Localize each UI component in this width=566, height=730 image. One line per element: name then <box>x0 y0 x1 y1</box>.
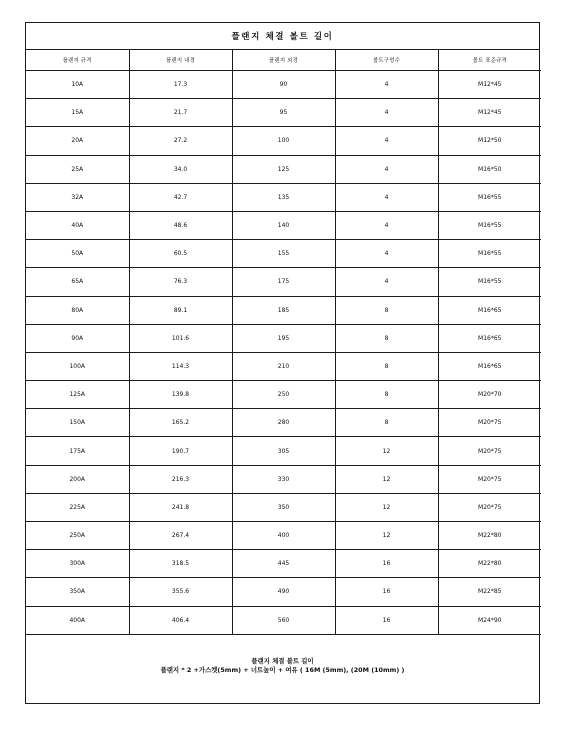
table-cell: 300A <box>26 550 129 578</box>
table-cell: 101.6 <box>129 324 232 352</box>
table-cell: 42.7 <box>129 183 232 211</box>
table-cell: 250 <box>232 381 335 409</box>
table-cell: 25A <box>26 155 129 183</box>
table-cell: 48.6 <box>129 211 232 239</box>
table-row <box>26 522 541 550</box>
table-row <box>26 240 541 268</box>
table-cell: M22*85 <box>438 578 541 606</box>
table-cell: 350A <box>26 578 129 606</box>
table-cell: 155 <box>232 240 335 268</box>
table-row <box>26 606 541 634</box>
table-cell: 4 <box>335 268 438 296</box>
table-cell: M16*55 <box>438 211 541 239</box>
table-cell: M16*55 <box>438 183 541 211</box>
table-cell: 12 <box>335 522 438 550</box>
table-cell: 17.3 <box>129 71 232 99</box>
table-cell: 32A <box>26 183 129 211</box>
column-header: 볼트구멍수 <box>335 50 438 71</box>
table-cell: 350 <box>232 493 335 521</box>
table-cell: 89.1 <box>129 296 232 324</box>
table-cell: 90 <box>232 71 335 99</box>
table-cell: M20*75 <box>438 437 541 465</box>
table-cell: 4 <box>335 71 438 99</box>
table-cell: 40A <box>26 211 129 239</box>
table-cell: 4 <box>335 240 438 268</box>
page-title: 플랜지 체결 볼트 길이 <box>26 23 539 50</box>
table-row <box>26 381 541 409</box>
table-cell: M16*65 <box>438 324 541 352</box>
table-row <box>26 211 541 239</box>
table-cell: 50A <box>26 240 129 268</box>
table-row <box>26 127 541 155</box>
table-cell: 90A <box>26 324 129 352</box>
table-cell: 305 <box>232 437 335 465</box>
table-cell: M16*55 <box>438 240 541 268</box>
table-row <box>26 352 541 380</box>
table-cell: M20*75 <box>438 465 541 493</box>
table-cell: 4 <box>335 155 438 183</box>
table-cell: M16*65 <box>438 352 541 380</box>
formula-note <box>26 635 539 698</box>
table-cell: 8 <box>335 409 438 437</box>
table-row <box>26 71 541 99</box>
table-cell: 330 <box>232 465 335 493</box>
table-cell: M16*65 <box>438 296 541 324</box>
formula-title: 플랜지 체결 볼트 길이 <box>251 657 314 666</box>
table-cell: 150A <box>26 409 129 437</box>
table-cell: 318.5 <box>129 550 232 578</box>
table-cell: 406.4 <box>129 606 232 634</box>
formula-text: 플랜지 * 2 +가스켓(5mm) + 너트높이 + 여유 ( 16M (5mm), (20M (10mm) ) <box>160 666 405 675</box>
table-cell: 76.3 <box>129 268 232 296</box>
column-header: 플랜지 규격 <box>26 50 129 71</box>
table-cell: 165.2 <box>129 409 232 437</box>
table-cell: 4 <box>335 211 438 239</box>
table-cell: 560 <box>232 606 335 634</box>
table-cell: 139.8 <box>129 381 232 409</box>
table-cell: 12 <box>335 437 438 465</box>
table-cell: 140 <box>232 211 335 239</box>
table-cell: M20*70 <box>438 381 541 409</box>
bolt-length-sheet <box>25 22 540 704</box>
table-row <box>26 296 541 324</box>
table-cell: M20*75 <box>438 409 541 437</box>
table-row <box>26 155 541 183</box>
table-row <box>26 437 541 465</box>
table-row <box>26 493 541 521</box>
table-row <box>26 578 541 606</box>
table-cell: M24*90 <box>438 606 541 634</box>
column-header: 플랜지 내경 <box>129 50 232 71</box>
table-row <box>26 409 541 437</box>
table-row <box>26 183 541 211</box>
table-cell: 21.7 <box>129 99 232 127</box>
table-cell: 12 <box>335 465 438 493</box>
table-cell: 8 <box>335 296 438 324</box>
table-cell: 175A <box>26 437 129 465</box>
table-cell: 125A <box>26 381 129 409</box>
table-cell: 4 <box>335 127 438 155</box>
table-cell: 280 <box>232 409 335 437</box>
table-cell: 20A <box>26 127 129 155</box>
table-cell: M12*50 <box>438 127 541 155</box>
table-cell: 185 <box>232 296 335 324</box>
table-cell: 8 <box>335 352 438 380</box>
table-cell: 95 <box>232 99 335 127</box>
table-cell: M16*55 <box>438 268 541 296</box>
table-cell: 225A <box>26 493 129 521</box>
table-cell: M16*50 <box>438 155 541 183</box>
table-cell: M20*75 <box>438 493 541 521</box>
table-row <box>26 324 541 352</box>
table-cell: 16 <box>335 606 438 634</box>
table-cell: 190.7 <box>129 437 232 465</box>
table-cell: 355.6 <box>129 578 232 606</box>
table-cell: 114.3 <box>129 352 232 380</box>
table-row <box>26 268 541 296</box>
table-cell: 250A <box>26 522 129 550</box>
table-cell: 400 <box>232 522 335 550</box>
table-cell: 100 <box>232 127 335 155</box>
table-cell: 100A <box>26 352 129 380</box>
table-cell: 445 <box>232 550 335 578</box>
table-cell: 200A <box>26 465 129 493</box>
table-cell: 400A <box>26 606 129 634</box>
table-cell: 16 <box>335 578 438 606</box>
table-row <box>26 465 541 493</box>
table-cell: 490 <box>232 578 335 606</box>
table-cell: 60.5 <box>129 240 232 268</box>
table-cell: M12*45 <box>438 99 541 127</box>
table-row <box>26 99 541 127</box>
bolt-spec-table <box>26 50 541 635</box>
table-cell: 195 <box>232 324 335 352</box>
table-cell: 135 <box>232 183 335 211</box>
table-cell: 34.0 <box>129 155 232 183</box>
table-cell: 4 <box>335 99 438 127</box>
table-cell: 175 <box>232 268 335 296</box>
table-cell: 16 <box>335 550 438 578</box>
table-cell: 80A <box>26 296 129 324</box>
table-cell: 10A <box>26 71 129 99</box>
column-header: 플랜지 외경 <box>232 50 335 71</box>
table-header-row <box>26 50 541 71</box>
table-cell: 12 <box>335 493 438 521</box>
table-cell: 65A <box>26 268 129 296</box>
table-cell: 241.8 <box>129 493 232 521</box>
table-cell: M12*45 <box>438 71 541 99</box>
table-cell: 4 <box>335 183 438 211</box>
table-cell: 267.4 <box>129 522 232 550</box>
table-cell: 27.2 <box>129 127 232 155</box>
table-cell: 125 <box>232 155 335 183</box>
table-cell: 8 <box>335 381 438 409</box>
table-cell: 15A <box>26 99 129 127</box>
table-row <box>26 550 541 578</box>
table-cell: M22*80 <box>438 522 541 550</box>
table-cell: 210 <box>232 352 335 380</box>
table-body <box>26 71 541 635</box>
column-header: 볼트 표준규격 <box>438 50 541 71</box>
table-cell: 216.3 <box>129 465 232 493</box>
table-cell: M22*80 <box>438 550 541 578</box>
table-cell: 8 <box>335 324 438 352</box>
